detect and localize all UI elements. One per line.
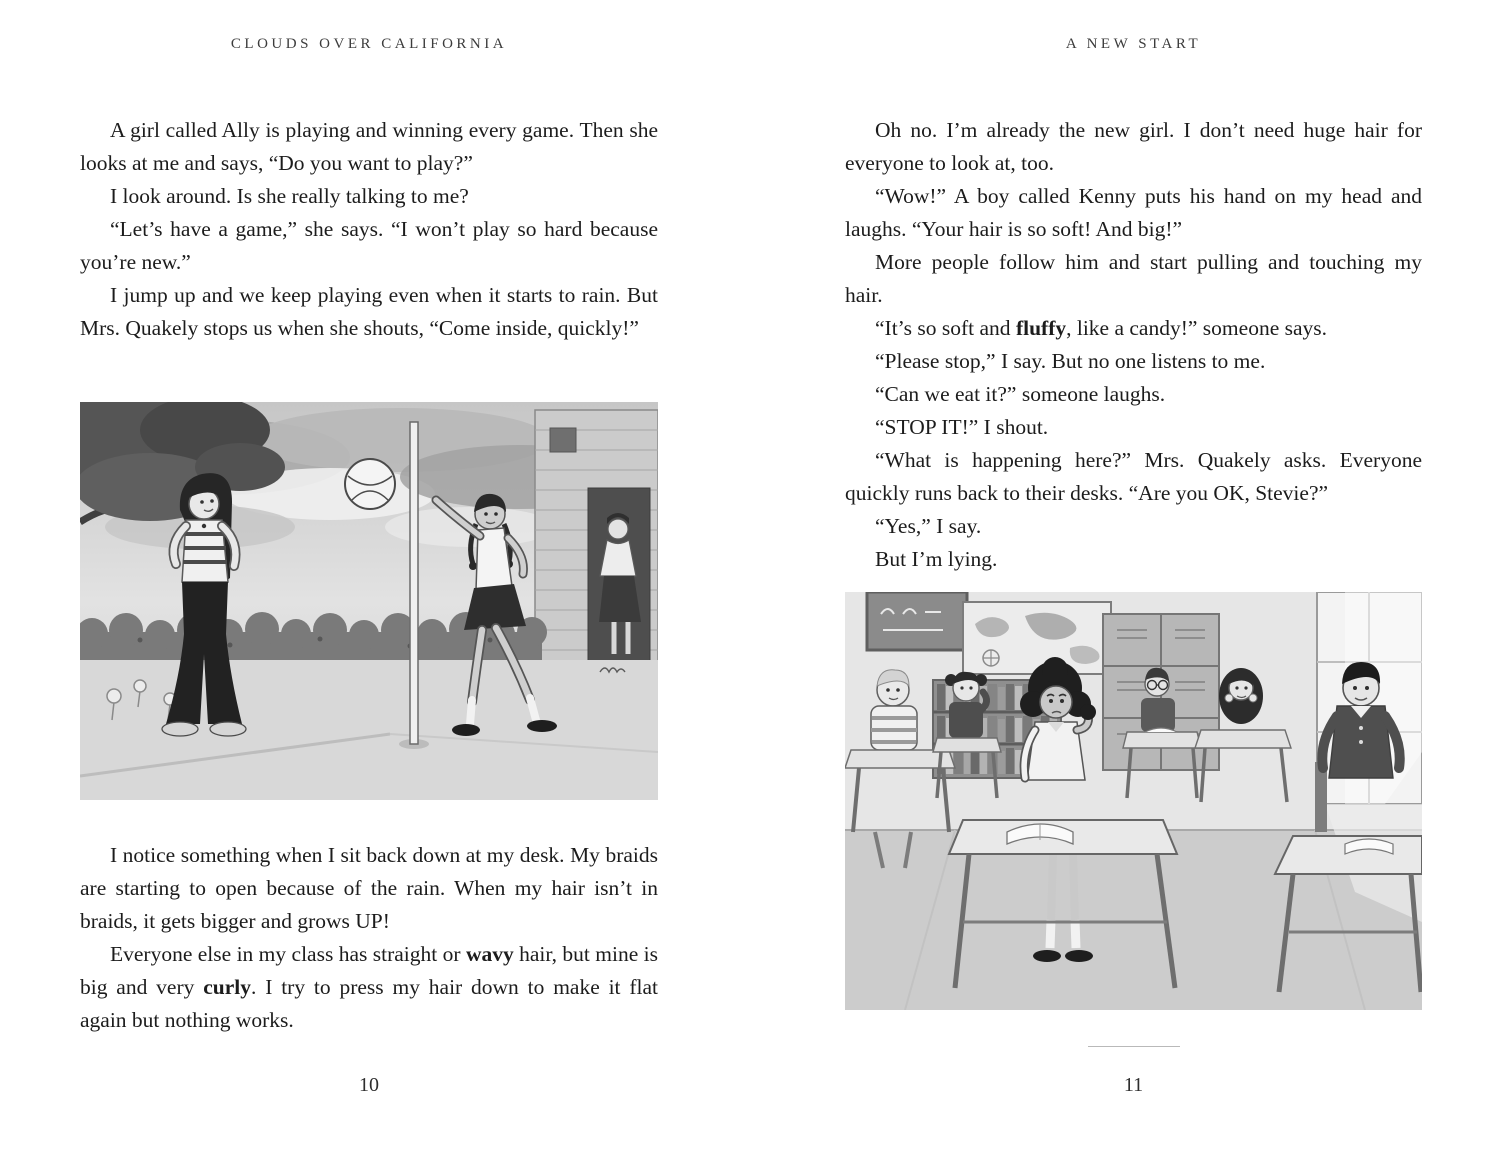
paragraph: [845, 312, 1422, 345]
classroom-illustration-svg: [845, 592, 1422, 1010]
text-run: “What is happening here?” Mrs. Quakely asks. Everyone quickly runs back to their desks. “Are you OK, Stevie?”: [845, 448, 1422, 505]
school-building: [535, 410, 658, 662]
paragraph: [845, 345, 1422, 378]
text-run: Everyone else in my class has straight or: [110, 942, 466, 966]
text-run: “Please stop,” I say. But no one listens to me.: [875, 349, 1266, 373]
text-run: “It’s so soft and: [875, 316, 1016, 340]
text-run: Oh no. I’m already the new girl. I don’t need huge hair for everyone to look at, too.: [845, 118, 1422, 175]
paragraph: [80, 279, 658, 345]
scene-break-divider: [1088, 1046, 1180, 1047]
running-header-right: A NEW START: [1065, 36, 1202, 52]
paragraph: [845, 411, 1422, 444]
paragraph: [80, 839, 658, 938]
playground-illustration: [80, 402, 658, 800]
body-text-left-top: [80, 114, 658, 345]
text-run: “Let’s have a game,” she says. “I won’t play so hard because you’re new.”: [80, 217, 658, 274]
paragraph: [845, 246, 1422, 312]
text-run: “Wow!” A boy called Kenny puts his hand on my head and laughs. “Your hair is so soft! And big!”: [845, 184, 1422, 241]
text-run: More people follow him and start pulling and touching my hair.: [845, 250, 1422, 307]
text-run: hair, but mine is big and very: [80, 942, 658, 999]
text-run: “Yes,” I say.: [875, 514, 982, 538]
text-run: “STOP IT!” I shout.: [875, 415, 1049, 439]
text-run: I jump up and we keep playing even when it starts to rain. But Mrs. Quakely stops us when she shouts, “Come inside, quickly!”: [80, 283, 658, 340]
text-run: . I try to press my hair down to make it flat again but nothing works.: [80, 975, 659, 1032]
bold-text: fluffy: [1015, 316, 1067, 340]
paragraph: [80, 114, 658, 180]
text-run: I notice something when I sit back down at my desk. My braids are starting to open because of the rain. When my hair isn’t in braids, it gets bigger and grows UP!: [80, 843, 658, 933]
running-header-left: CLOUDS OVER CALIFORNIA: [230, 36, 508, 52]
paragraph: [80, 213, 658, 279]
classroom-illustration: [845, 592, 1422, 1010]
text-run: I look around. Is she really talking to me?: [110, 184, 469, 208]
text-run: , like a candy!” someone says.: [1066, 316, 1328, 340]
paragraph: [845, 444, 1422, 510]
paragraph: [845, 114, 1422, 180]
body-text-left-bottom: [80, 839, 658, 1037]
page-left: [80, 0, 658, 1151]
ball: [345, 459, 395, 509]
page-number-left: 10: [359, 1074, 379, 1096]
paragraph: [845, 180, 1422, 246]
paragraph: [845, 510, 1422, 543]
page-right: [845, 0, 1422, 1151]
page-number-right: 11: [1123, 1074, 1144, 1096]
text-run: But I’m lying.: [875, 547, 998, 571]
paragraph: [845, 378, 1422, 411]
playground-illustration-svg: [80, 402, 658, 800]
bold-text: curly: [203, 975, 251, 999]
text-run: A girl called Ally is playing and winning every game. Then she looks at me and says, “Do you want to play?”: [80, 118, 658, 175]
body-text-right: [845, 114, 1422, 576]
paragraph: [80, 180, 658, 213]
paragraph: [845, 543, 1422, 576]
wall-map: [963, 602, 1111, 674]
paragraph: [80, 938, 658, 1037]
chalkboard: [867, 592, 967, 650]
text-run: “Can we eat it?” someone laughs.: [875, 382, 1166, 406]
bold-text: wavy: [465, 942, 514, 966]
